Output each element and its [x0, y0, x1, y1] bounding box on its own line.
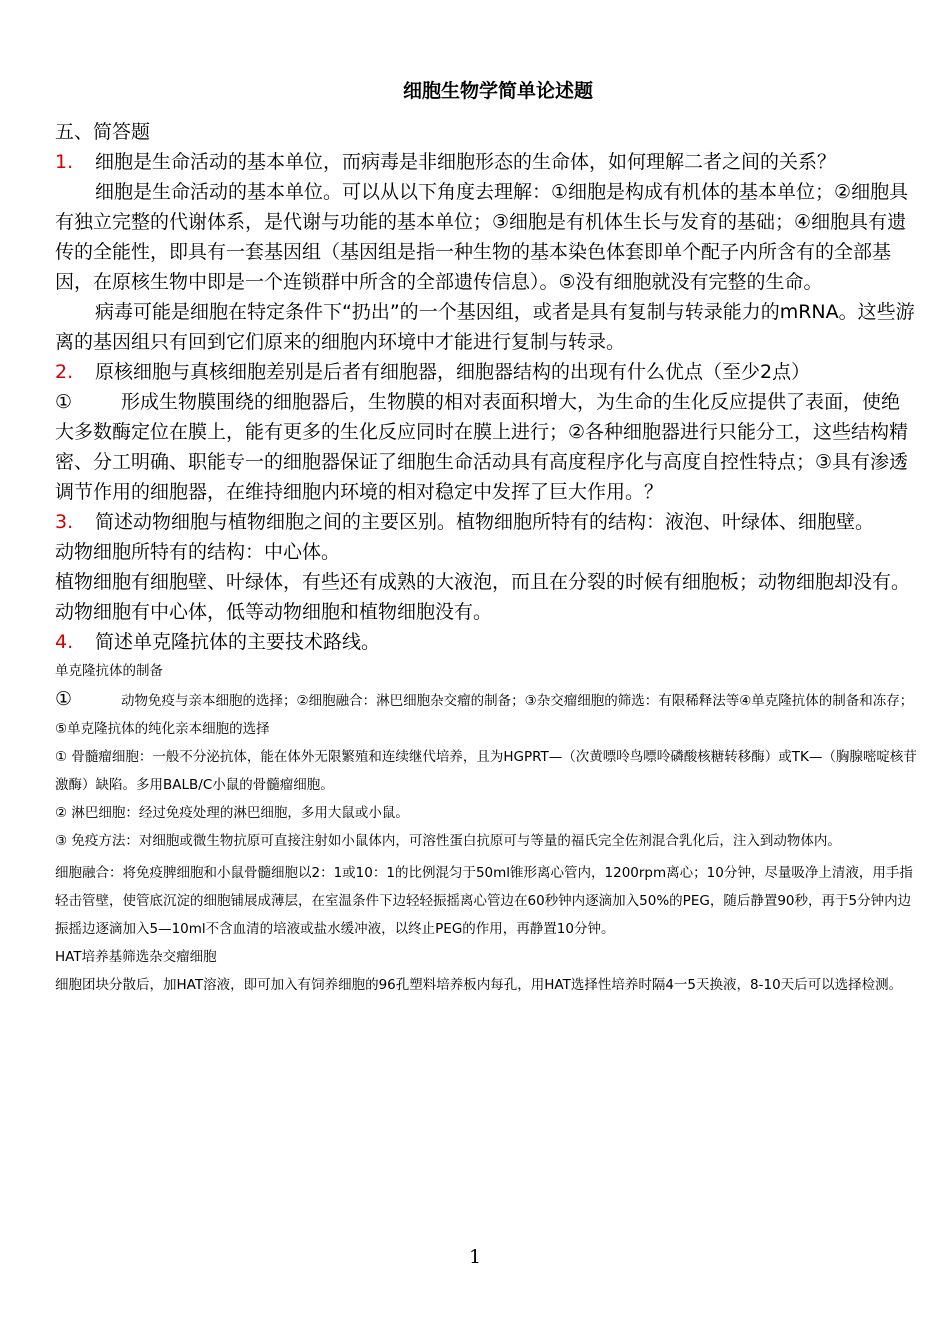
- answer-text: 形成生物膜围绕的细胞器后，生物膜的相对表面积增大，为生命的生化反应提供了表面，使绝大多数酶定位在膜上，能有更多的生化反应同时在膜上进行；②各种细胞器进行只能分工，这些结构精密、分工明确、职能专一的细胞器保证了细胞生命活动具有高度程序化与高度自控性特点；③具有渗透调节作用的细胞器，在维持细胞内环境的相对稳定中发挥了巨大作用。？: [55, 391, 909, 503]
- answer-paragraph: 病毒可能是细胞在特定条件下“扔出”的一个基因组，或者是具有复制与转录能力的mRNA。这些游离的基因组只有回到它们原来的细胞内环境中才能进行复制与转录。: [55, 301, 915, 353]
- list-marker: ①: [55, 391, 73, 413]
- answer-paragraph: 植物细胞有细胞壁、叶绿体，有些还有成熟的大液泡，而且在分裂的时候有细胞板；动物细胞却没有。动物细胞有中心体，低等动物细胞和植物细胞没有。: [55, 571, 911, 623]
- answer-paragraph: 动物细胞所特有的结构：中心体。: [55, 541, 341, 563]
- document-title: 细胞生物学简单论述题: [402, 80, 593, 102]
- question-text: 简述单克隆抗体的主要技术路线。: [95, 631, 381, 653]
- list-item: ② 淋巴细胞：经过免疫处理的淋巴细胞，多用大鼠或小鼠。: [55, 805, 409, 821]
- question-text: 原核细胞与真核细胞差别是后者有细胞器，细胞器结构的出现有什么优点（至少2点）: [95, 361, 811, 383]
- question-3: [55, 507, 917, 537]
- subheading: 单克隆抗体的制备: [55, 663, 163, 679]
- question-text: 细胞是生命活动的基本单位，而病毒是非细胞形态的生命体，如何理解二者之间的关系？: [95, 151, 837, 173]
- question-4: [55, 627, 917, 657]
- list-marker: ①: [55, 688, 73, 710]
- question-number: 2.: [55, 361, 74, 383]
- steps-text: 动物免疫与亲本细胞的选择；②细胞融合：淋巴细胞杂交瘤的制备；③杂交瘤细胞的筛选：有限稀释法等④单克隆抗体的制备和冻存；⑤单克隆抗体的纯化亲本细胞的选择: [55, 693, 914, 737]
- question-2: [55, 357, 917, 387]
- hat-paragraph: 细胞团块分散后，加HAT溶液，即可加入有饲养细胞的96孔塑料培养板内每孔，用HAT选择性培养时隔4一5天换液，8-10天后可以选择检测。: [55, 977, 903, 993]
- page-number: 1: [468, 1246, 482, 1268]
- list-item: ③ 免疫方法：对细胞或微生物抗原可直接注射如小鼠体内，可溶性蛋白抗原可与等量的福氏完全佐剂混合乳化后，注入到动物体内。: [55, 833, 841, 849]
- question-number: 1.: [55, 151, 74, 173]
- section-heading: 五、简答题: [55, 121, 151, 143]
- question-number: 3.: [55, 511, 74, 533]
- question-1: [55, 147, 917, 177]
- subheading: HAT培养基筛选杂交瘤细胞: [55, 949, 217, 965]
- answer-paragraph: 细胞是生命活动的基本单位。可以从以下角度去理解：①细胞是构成有机体的基本单位；②细胞具有独立完整的代谢体系，是代谢与功能的基本单位；③细胞是有机体生长与发育的基础；④细胞具有遗传的全能性，即具有一套基因组（基因组是指一种生物的基本染色体套即单个配子内所含有的全部基因，在原核生物中即是一个连锁群中所含的全部遗传信息）。⑤没有细胞就没有完整的生命。: [55, 181, 909, 293]
- question-text: 简述动物细胞与植物细胞之间的主要区别。植物细胞所特有的结构：液泡、叶绿体、细胞壁。: [95, 511, 875, 533]
- fusion-paragraph: 细胞融合：将免疫脾细胞和小鼠骨髓细胞以2：1或10：1的比例混匀于50ml锥形离心管内，1200rpm离心；10分钟，尽量吸净上清液，用手指轻击管壁，使管底沉淀的细胞铺展成薄层，在室温条件下边轻轻振摇离心管边在60秒钟内逐滴加入50%的PEG，随后静置90秒，再于5分钟内边振摇边逐滴加入5—10ml不含血清的培液或盐水缓冲液，以终止PEG的作用，再静置10分钟。: [55, 865, 913, 937]
- question-number: 4.: [55, 631, 74, 653]
- list-item: ① 骨髓瘤细胞：一般不分泌抗体，能在体外无限繁殖和连续继代培养，且为HGPRT—（次黄嘌呤鸟嘌呤磷酸核糖转移酶）或TK—（胸腺嘧啶核苷激酶）缺陷。多用BALB/C小鼠的骨髓瘤细胞。: [55, 749, 917, 793]
- steps-paragraph: [55, 685, 917, 743]
- answer-paragraph: [55, 387, 917, 507]
